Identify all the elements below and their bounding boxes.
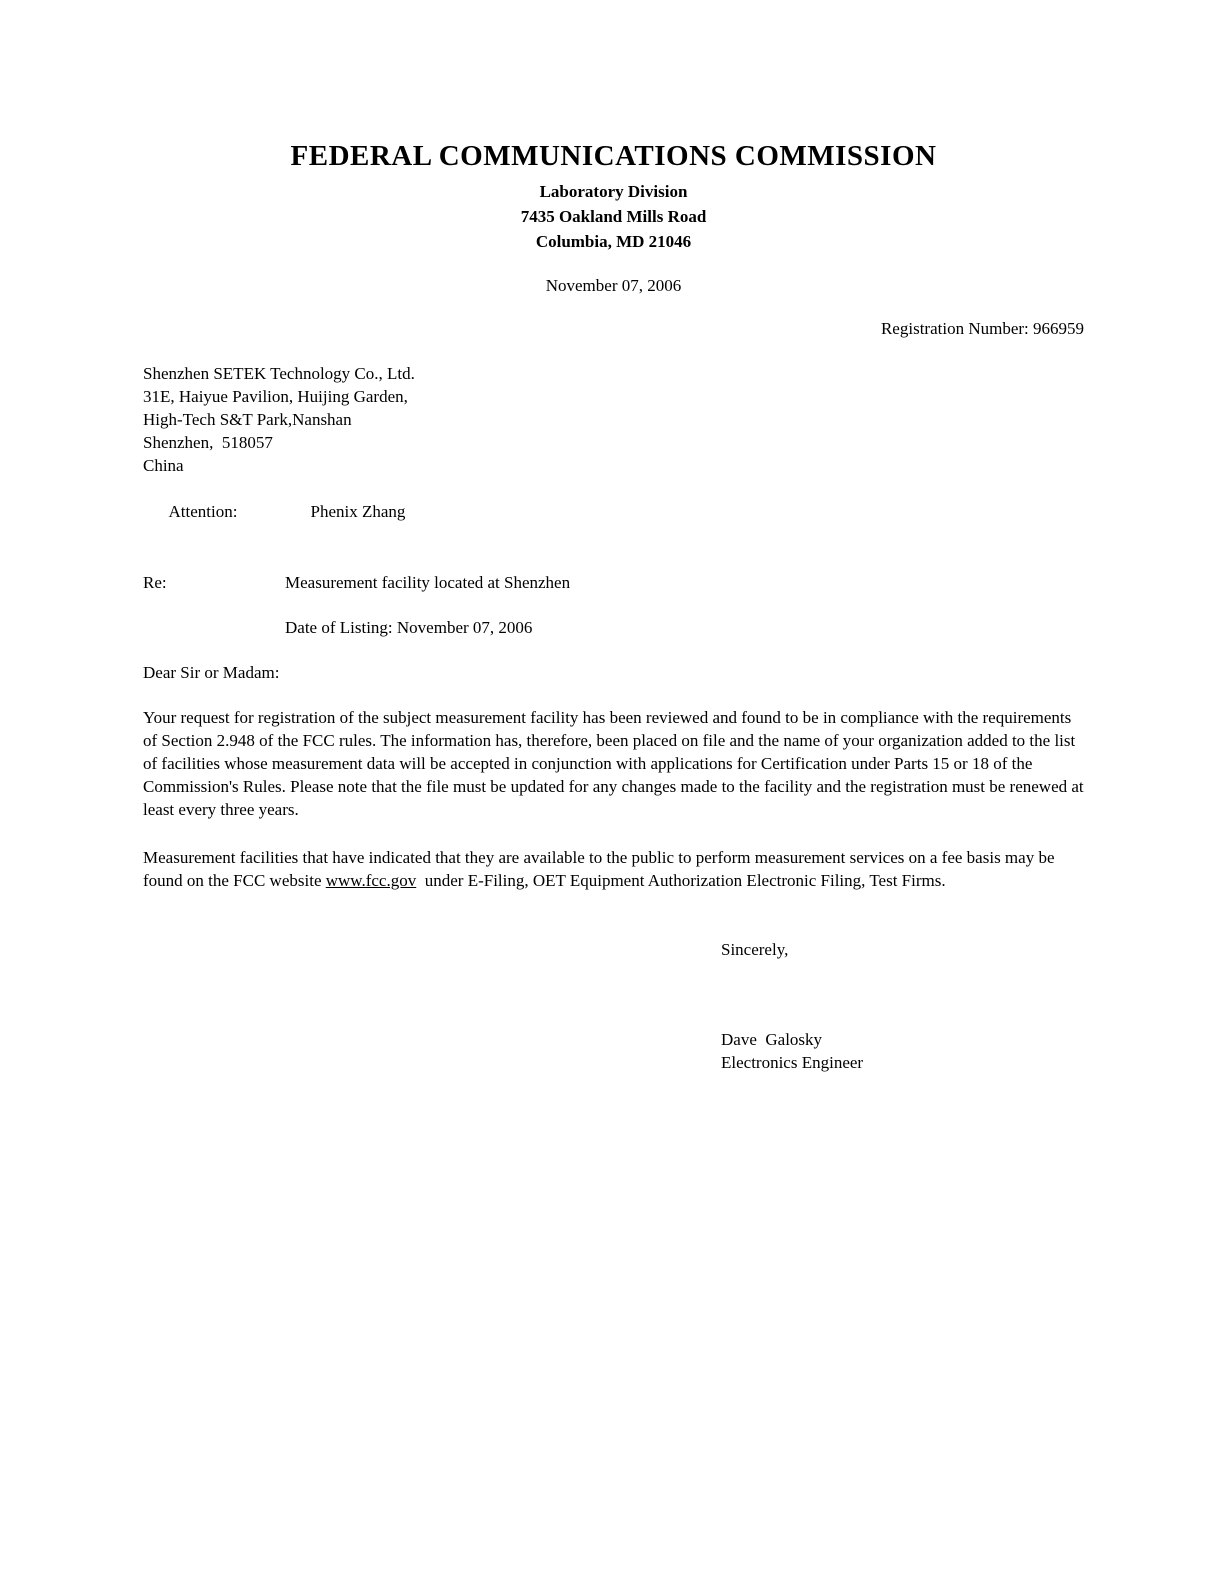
- letterhead: [143, 140, 1084, 254]
- attention-label: Attention:: [168, 502, 238, 521]
- recipient-address-line-2: High-Tech S&T Park,Nanshan: [143, 410, 352, 429]
- attention-name: Phenix Zhang: [310, 502, 406, 521]
- signature-block: [721, 938, 1084, 1074]
- recipient-country: China: [143, 456, 184, 475]
- recipient-address-line-1: 31E, Haiyue Pavilion, Huijing Garden,: [143, 387, 408, 406]
- body-paragraph-1: Your request for registration of the subject measurement facility has been reviewed and found to be in compliance with the requirements of Section 2.948 of the FCC rules. The information has, therefore, been placed on file and the name of your organization added to the list of facilities whose measurement data will be accepted in conjunction with applications for Certification under Parts 15 or 18 of the Commission's Rules. Please note that the file must be updated for any changes made to the facility and the registration must be renewed at least every three years.: [143, 708, 1084, 819]
- paragraph2-text-before: Measurement facilities that have indicated that they are available to the public to perform measurement services on a fee basis may be found on the FCC website: [143, 848, 1059, 890]
- page-title: FEDERAL COMMUNICATIONS COMMISSION: [290, 140, 937, 172]
- body-paragraph-2: [143, 846, 1084, 892]
- subject-row: [143, 571, 1084, 594]
- recipient-company: Shenzhen SETEK Technology Co., Ltd.: [143, 364, 415, 383]
- registration-number: Registration Number: 966959: [880, 319, 1084, 338]
- paragraph2-text-after: under E-Filing, OET Equipment Authorization Electronic Filing, Test Firms.: [416, 871, 946, 890]
- recipient-block: [143, 362, 1084, 546]
- date-of-listing: Date of Listing: November 07, 2006: [285, 618, 533, 637]
- attention-row: [143, 477, 1084, 546]
- letter-date: November 07, 2006: [545, 276, 682, 295]
- letterhead-street: 7435 Oakland Mills Road: [520, 207, 707, 226]
- re-label: Re:: [143, 573, 167, 592]
- fcc-website-link[interactable]: www.fcc.gov: [325, 871, 417, 890]
- signature-title: Electronics Engineer: [721, 1053, 864, 1072]
- signature-closing: Sincerely,: [721, 940, 789, 959]
- letterhead-division: Laboratory Division: [539, 182, 688, 201]
- re-text: Measurement facility located at Shenzhen: [285, 573, 571, 592]
- salutation: Dear Sir or Madam:: [143, 663, 280, 682]
- signature-name: Dave Galosky: [721, 1030, 823, 1049]
- recipient-city-postal: Shenzhen, 518057: [143, 433, 273, 452]
- letterhead-city: Columbia, MD 21046: [535, 232, 692, 251]
